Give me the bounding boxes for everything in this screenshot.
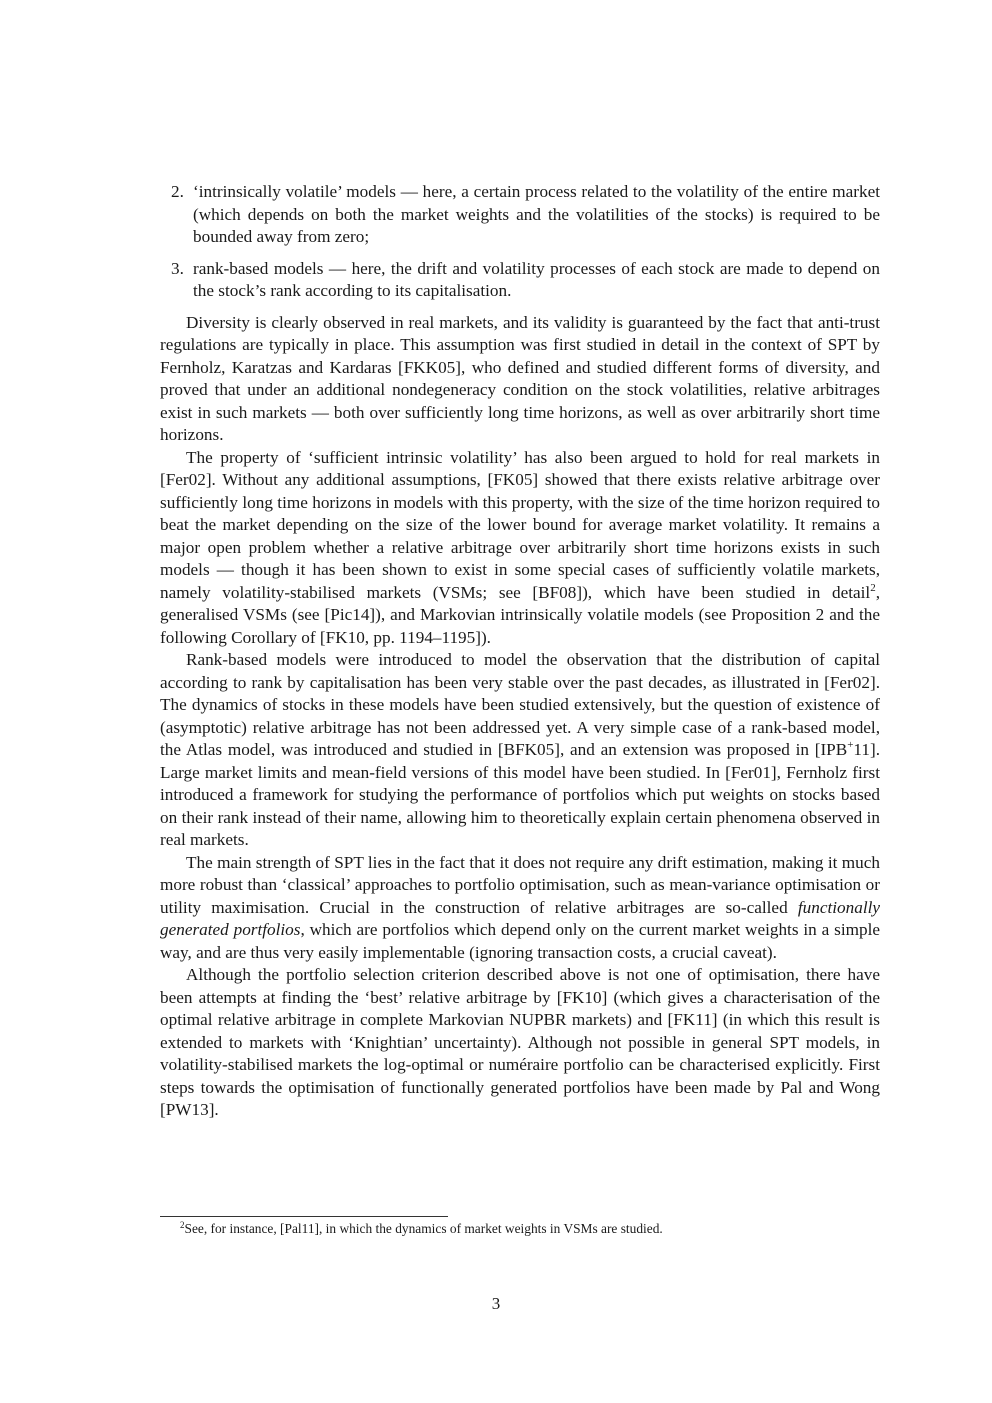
paragraph-text: , generalised VSMs (see [Pic14]), and Markovian intrinsically volatile models (see Proposition 2 and the following Corollary of [FK10, pp. 1194–1195]).	[160, 582, 880, 647]
paragraph-text: The main strength of SPT lies in the fact that it does not require any drift estimation, making it much more robust than ‘classical’ approaches to portfolio optimisation, such as mean-variance optimisation or utility maximisation. Crucial in the construction of relative arbitrages are so-called	[160, 852, 880, 917]
paragraph-text: , which are portfolios which depend only on the current market weights in a simple way, and are thus very easily implementable (ignoring transaction costs, a crucial caveat).	[160, 920, 880, 962]
enumerated-list	[160, 181, 880, 303]
paragraph-optimisation: Although the portfolio selection criterion described above is not one of optimisation, there have been attempts at finding the ‘best’ relative arbitrage by [FK10] (which gives a characterisation of the optimal relative arbitrage in complete Markovian NUPBR markets) and [FK11] (in which this result is extended to markets with ‘Knightian’ uncertainty). Although not possible in general SPT models, in volatility-stabilised markets the log-optimal or numéraire portfolio can be characterised explicitly. First steps towards the optimisation of functionally generated portfolios have been made by Pal and Wong [PW13].	[160, 965, 880, 1119]
footnote-marker: 2	[180, 1220, 185, 1230]
footnote-text: See, for instance, [Pal11], in which the dynamics of market weights in VSMs are studied.	[184, 1221, 663, 1236]
paragraph-text: 11]. Large market limits and mean-field versions of this model have been studied. In [Fer01], Fernholz first introduced a framework for studying the performance of portfolios which put weights on stocks based on their rank instead of their name, allowing him to theoretically explain certain phenomena observed in real markets.	[160, 740, 880, 849]
paragraph-intrinsic-volatility	[160, 447, 880, 650]
paragraph-spt-strength	[160, 852, 880, 965]
footnote-reference[interactable]: 2	[870, 581, 876, 594]
list-item	[160, 181, 880, 249]
page-body	[160, 181, 880, 1122]
list-item-text: ‘intrinsically volatile’ models — here, a certain process related to the volatility of the entire market (which depends on both the market weights and the volatilities of the stocks) is required to be bounded away from zero;	[193, 182, 880, 246]
paragraph-text: Rank-based models were introduced to model the observation that the distribution of capital according to rank by capitalisation has been very stable over the past decades, as illustrated in [Fer02]. The dynamics of stocks in these models have been studied extensively, but the question of existence of (asymptotic) relative arbitrage has not been addressed yet. A very simple case of a rank-based model, the Atlas model, was introduced and studied in [BFK05], and an extension was proposed in [IPB	[160, 650, 880, 759]
footnote-divider	[160, 1216, 448, 1217]
page-number: 3	[491, 1294, 501, 1313]
list-item-text: rank-based models — here, the drift and volatility processes of each stock are made to depend on the stock’s rank according to its capitalisation.	[193, 258, 880, 300]
list-item	[160, 258, 880, 303]
footnote	[180, 1220, 880, 1238]
citation-superscript: +	[847, 739, 854, 751]
paragraph-diversity: Diversity is clearly observed in real markets, and its validity is guaranteed by the fact that anti-trust regulations are typically in place. This assumption was first studied in detail in the context of SPT by Fernholz, Karatzas and Kardaras [FKK05], who defined and studied different forms of diversity, and proved that under an additional nondegeneracy condition on the stock volatilities, relative arbitrages exist in such markets — both over sufficiently long time horizons, as well as over arbitrarily short time horizons.	[160, 312, 880, 444]
list-item-number: 3.	[171, 258, 184, 278]
list-item-number: 2.	[171, 182, 184, 201]
paragraph-rank-based	[160, 649, 880, 852]
emphasized-term: functionally generated portfolios	[160, 897, 880, 939]
paragraph-text: The property of ‘sufficient intrinsic volatility’ has also been argued to hold for real markets in [Fer02]. Without any additional assumptions, [FK05] showed that there exists relative arbitrage over sufficiently long time horizons in models with this property, with the size of the time horizon required to beat the market depending on the size of the lower bound for average market volatility. It remains a major open problem whether a relative arbitrage over arbitrarily short time horizons exists in such models — though it has been shown to exist in some special cases of sufficiently volatile markets, namely volatility-stabilised markets (VSMs; see [BF08]), which have been studied in detail	[160, 447, 880, 602]
